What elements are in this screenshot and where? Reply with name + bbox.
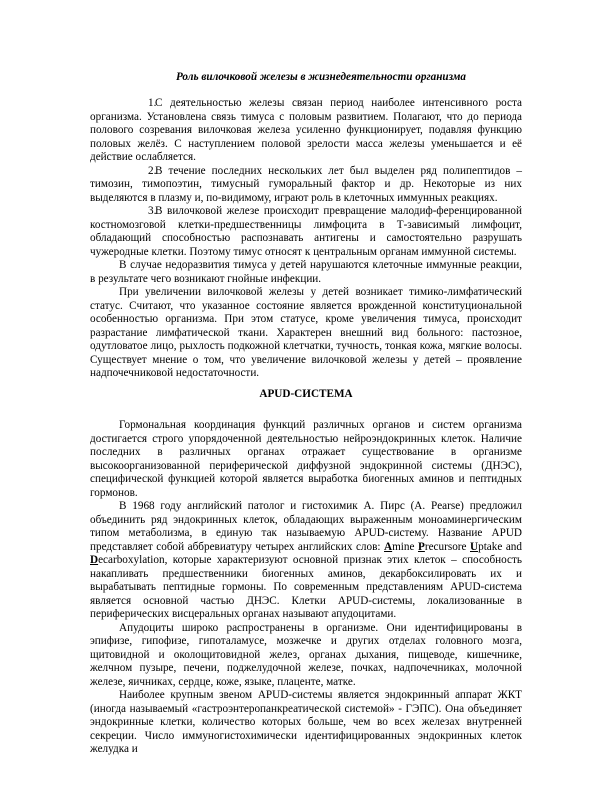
acronym-initial: U <box>470 540 479 553</box>
paragraph-underdevelopment: В случае недоразвития тимуса у детей нарушаются клеточные иммунные реакции, в результате чего возникают гнойные инфекции. <box>90 259 522 285</box>
paragraph-text-intro: В 1968 году английский патолог и гистохимик А. Пирс (A. Pearse) предложил объединить ряд эндокринных клеток, обладающих выраженным моноаминергическим типом метаболизма, в единую так называемую APUD-систему. Название APUD представляет собой аббревиатуру четырех английских слов: <box>90 500 522 553</box>
paragraph-text-outro: , которые характеризуют основной признак этих клеток – способность накапливать предшественники биогенных аминов, декарбоксилировать их и вырабатывать пептидные гормоны. По современным представлениям APUD-система является основной частью ДНЭС. Клетки APUD-системы, локализованные в периферических висцеральных органах называют апудоцитами. <box>90 554 522 620</box>
acronym-initial: D <box>90 554 99 566</box>
numbered-paragraph-1 <box>90 97 522 165</box>
paragraph-text: В течение последних нескольких лет был выделен ряд полипептидов – тимозин, тимопоэтин, тимусный гуморальный фактор и др. Некоторые из них выделяются в плазму и, по-видимому, играют роль в клеточных иммунных реакциях. <box>90 164 522 204</box>
paragraph-number: 1. <box>148 97 157 109</box>
paragraph-number: 3. <box>148 205 157 217</box>
paragraph-hormonal-coordination: Гормональная координация функций различных органов и систем организма достигается строго упорядоченной деятельностью нейроэндокринных клеток. Наличие последних в различных органах отражает существование в организме высокоорганизованной периферической диффузной эндокринной системы (ДНЭС), специфической функцией которой является выработка биогенных аминов и пептидных гормонов. <box>90 419 522 499</box>
paragraph-text: С деятельностью железы связан период наиболее интенсивного роста организма. Установлена связь тимуса с половым развитием. Полагают, что до периода полового созревания вилочковая железа усиленно функционирует, подавляя функцию половых желёз. С наступлением половой зрелости масса железы уменьшается и её действие ослабляется. <box>90 97 522 163</box>
acronym-initial: A <box>384 540 393 553</box>
acronym-initial: P <box>418 540 425 553</box>
section-title-thymus: Роль вилочковой железы в жизнедеятельности организма <box>176 71 466 83</box>
paragraph-apudocytes: Апудоциты широко распространены в организме. Они идентифицированы в эпифизе, гипофизе, гипоталамусе, мозжечке и других отделах головного мозга, щитовидной и околощитовидной желез, органах дыхания, пищеводе, кишечнике, желчном пузыре, печени, поджелудочной железе, почках, надпочечниках, молочной железе, яичниках, сердце, коже, языке, плаценте, матке. <box>90 621 522 688</box>
numbered-paragraph-2 <box>90 165 522 206</box>
numbered-paragraph-3 <box>90 205 522 259</box>
section-title-apud: APUD-СИСТЕМА <box>259 388 353 400</box>
paragraph-pearse <box>90 500 522 622</box>
thymus-section-body <box>90 97 522 381</box>
paragraph-thymic-lymphatic-status: При увеличении вилочковой железы у детей возникает тимико-лимфатический статус. Считают, что указанное состояние является врожденной конституциональной особенностью организма. При этом статусе, кроме увеличения тимуса, происходит разрастание лимфатической ткани. Характерен внешний вид больного: пастозное, одутловатое лицо, рыхлость подкожной клетчатки, тучность, тонкая кожа, мягкие волосы. Существует мнение о том, что увеличение вилочковой железы у детей – проявление надпочечниковой недостаточности. <box>90 286 522 379</box>
apud-acronym-words: Amine Precursore Uptake and Decarboxylation <box>90 540 522 566</box>
paragraph-text: В вилочковой железе происходит превращение малодиф-ференцированной костномозговой клетки-предшественницы лимфоцита в Т-зависимый лимфоцит, обладающий способностью распознавать антигены и самостоятельно разрушать чужеродные клетки. Поэтому тимус относят к центральным органам иммунной системы. <box>90 205 522 258</box>
apud-section-body <box>90 419 522 757</box>
paragraph-number: 2. <box>148 164 157 177</box>
paragraph-gep-system: Наиболее крупным звеном APUD-системы является эндокринный аппарат ЖКТ (иногда называемый «гастроэнтеропанкреатической системой» - ГЭПС). Она объединяет эндокринные клетки, количество которых больше, чем во всех железах внутренней секреции. Число иммуногистохимически идентифицированных эндокринных клеток желудка и <box>90 689 522 755</box>
